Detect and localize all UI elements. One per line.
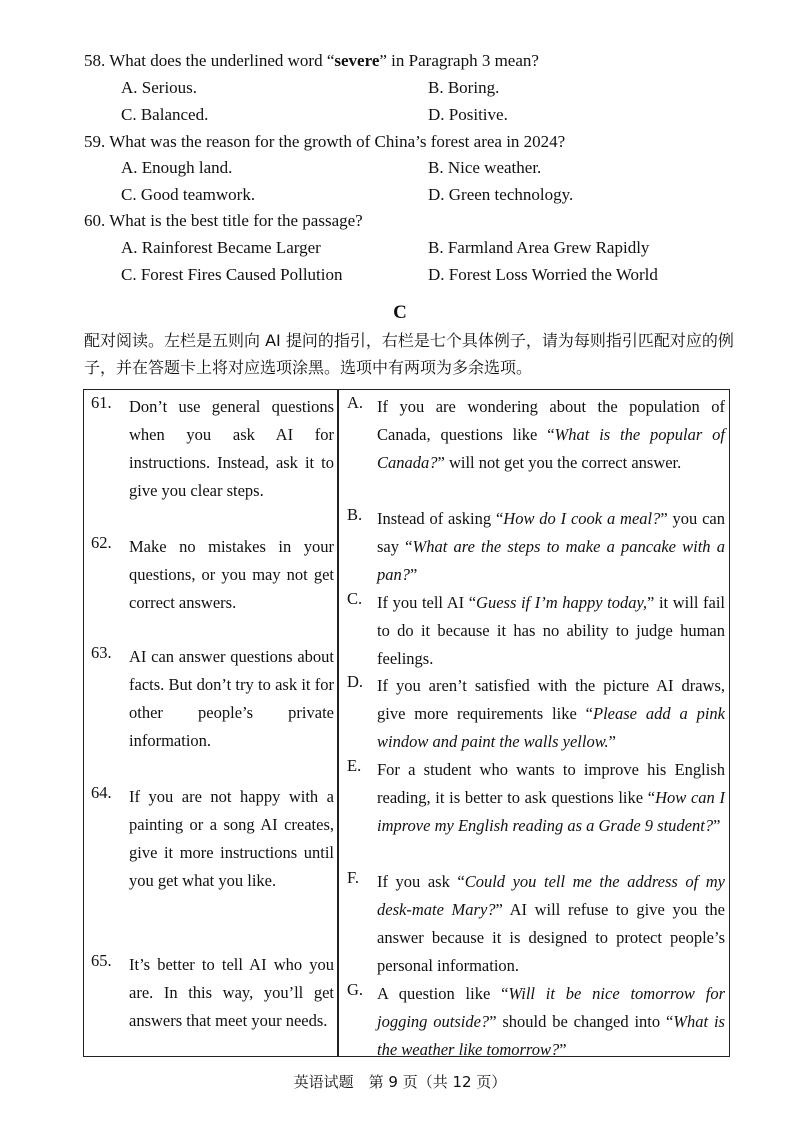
- option-60-d[interactable]: D. Forest Loss Worried the World: [428, 265, 658, 284]
- guideline-61: Don’t use general questions when you ask AI for instructions. Instead, ask it to give you clear steps.: [129, 397, 334, 500]
- option-letter: C.: [347, 589, 363, 608]
- guideline-63: AI can answer questions about facts. But don’t try to ask it for other people’s private information.: [129, 647, 334, 750]
- example-f: If you ask “Could you tell me the address of my desk-mate Mary?” AI will refuse to give you the answer because it is designed to protect people’s personal information.: [377, 872, 726, 975]
- example-c: If you tell AI “Guess if I’m happy today,” it will fail to do it because it has no ability to judge human feelings.: [377, 593, 725, 668]
- guideline-65: It’s better to tell AI who you are. In this way, you’ll get answers that meet your needs.: [129, 955, 334, 1030]
- option-letter: D.: [347, 672, 364, 691]
- option-59-c[interactable]: C. Good teamwork.: [121, 185, 256, 204]
- question-text: What is the best title for the passage?: [109, 211, 363, 230]
- guideline-64: If you are not happy with a painting or a song AI creates, give it more instructions until you get what you like.: [129, 787, 334, 890]
- question-number: 60.: [84, 211, 106, 230]
- option-60-c[interactable]: C. Forest Fires Caused Pollution: [121, 265, 343, 284]
- question-text: What was the reason for the growth of China’s forest area in 2024?: [109, 132, 566, 151]
- option-letter: B.: [347, 505, 363, 524]
- option-58-d[interactable]: D. Positive.: [428, 105, 508, 124]
- item-number: 62.: [91, 533, 112, 552]
- option-60-b[interactable]: B. Farmland Area Grew Rapidly: [428, 238, 650, 257]
- item-number: 63.: [91, 643, 112, 662]
- option-letter: F.: [347, 868, 359, 887]
- question-number: 58.: [84, 51, 106, 70]
- option-58-b[interactable]: B. Boring.: [428, 78, 500, 97]
- section-heading: C: [393, 302, 407, 323]
- example-g: A question like “Will it be nice tomorrow for jogging outside?” should be changed into “What is the weather like tomorrow?”: [377, 984, 725, 1059]
- item-number: 61.: [91, 393, 112, 412]
- example-b: Instead of asking “How do I cook a meal?” you can say “What are the steps to make a pancake with a pan?”: [377, 509, 725, 584]
- underlined-word: severe: [334, 51, 380, 70]
- question-58: [84, 51, 539, 71]
- example-a: If you are wondering about the population of Canada, questions like “What is the popular of Canada?” will not get you the correct answer.: [377, 397, 725, 472]
- item-number: 64.: [91, 783, 112, 802]
- example-d: If you aren’t satisfied with the picture AI draws, give more requirements like “Please add a pink window and paint the walls yellow.”: [377, 676, 726, 751]
- option-58-c[interactable]: C. Balanced.: [121, 105, 209, 124]
- page-footer: 英语试题 第 9 页（共 12 页）: [293, 1073, 507, 1091]
- table-divider: [337, 389, 339, 1057]
- question-text-pre: What does the underlined word “: [109, 51, 335, 70]
- question-text-post: ” in Paragraph 3 mean?: [379, 51, 539, 70]
- guideline-62: Make no mistakes in your questions, or you may not get correct answers.: [129, 537, 334, 612]
- section-instructions: 配对阅读。左栏是五则向 AI 提问的指引，右栏是七个具体例子，请为每则指引匹配对应的例子，并在答题卡上将对应选项涂黑。选项中有两项为多余选项。: [84, 331, 734, 377]
- question-59: [84, 132, 565, 152]
- option-60-a[interactable]: A. Rainforest Became Larger: [121, 238, 321, 257]
- option-59-b[interactable]: B. Nice weather.: [428, 158, 542, 177]
- option-letter: E.: [347, 756, 362, 775]
- item-number: 65.: [91, 951, 112, 970]
- option-59-a[interactable]: A. Enough land.: [121, 158, 233, 177]
- option-letter: A.: [347, 393, 364, 412]
- option-58-a[interactable]: A. Serious.: [121, 78, 198, 97]
- example-e: For a student who wants to improve his English reading, it is better to ask questions like “How can I improve my English reading as a Grade 9 student?”: [377, 760, 725, 835]
- option-59-d[interactable]: D. Green technology.: [428, 185, 574, 204]
- question-number: 59.: [84, 132, 106, 151]
- question-60: [84, 211, 363, 231]
- option-letter: G.: [347, 980, 364, 999]
